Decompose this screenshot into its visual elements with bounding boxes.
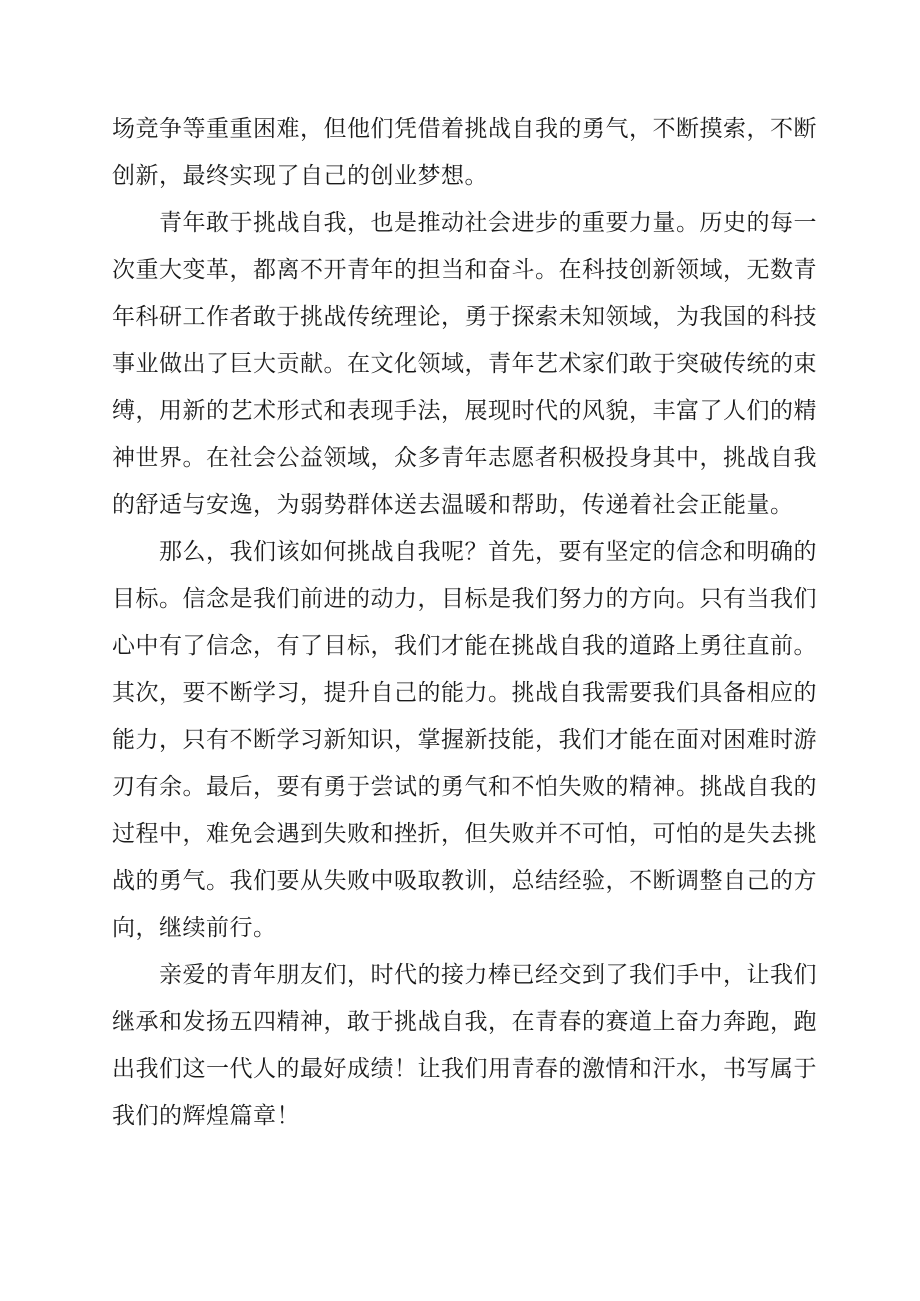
text-line: 其次，要不断学习，提升自己的能力。挑战自我需要我们具备相应的	[112, 680, 817, 706]
text-line: 缚，用新的艺术形式和表现手法，展现时代的风貌，丰富了人们的精	[112, 398, 817, 424]
text-line: 继承和发扬五四精神，敢于挑战自我，在青春的赛道上奋力奔跑，跑	[112, 1009, 817, 1035]
text-line: 心中有了信念，有了目标，我们才能在挑战自我的道路上勇往直前。	[112, 633, 817, 659]
text-line: 事业做出了巨大贡献。在文化领域，青年艺术家们敢于突破传统的束	[112, 351, 817, 377]
text-line: 神世界。在社会公益领域，众多青年志愿者积极投身其中，挑战自我	[112, 445, 817, 471]
text-line: 目标。信念是我们前进的动力，目标是我们努力的方向。只有当我们	[112, 586, 817, 612]
text-line: 次重大变革，都离不开青年的担当和奋斗。在科技创新领域，无数青	[112, 257, 817, 283]
text-line: 我们的辉煌篇章！	[112, 1103, 300, 1129]
text-line: 过程中，难免会遇到失败和挫折，但失败并不可怕，可怕的是失去挑	[112, 821, 817, 847]
text-line: 出我们这一代人的最好成绩！让我们用青春的激情和汗水，书写属于	[112, 1056, 817, 1082]
text-line: 战的勇气。我们要从失败中吸取教训，总结经验，不断调整自己的方	[112, 868, 817, 894]
paragraph-first-line: 青年敢于挑战自我，也是推动社会进步的重要力量。历史的每一	[159, 210, 817, 236]
paragraph-first-line: 亲爱的青年朋友们，时代的接力棒已经交到了我们手中，让我们	[159, 962, 817, 988]
text-line: 向，继续前行。	[112, 915, 277, 941]
text-line: 刃有余。最后，要有勇于尝试的勇气和不怕失败的精神。挑战自我的	[112, 774, 817, 800]
document-body	[112, 106, 817, 1140]
text-line: 能力，只有不断学习新知识，掌握新技能，我们才能在面对困难时游	[112, 727, 817, 753]
text-line: 场竞争等重重困难，但他们凭借着挑战自我的勇气，不断摸索，不断	[112, 116, 817, 142]
text-line: 年科研工作者敢于挑战传统理论，勇于探索未知领域，为我国的科技	[112, 304, 817, 330]
text-line: 创新，最终实现了自己的创业梦想。	[112, 163, 488, 189]
text-line: 的舒适与安逸，为弱势群体送去温暖和帮助，传递着社会正能量。	[112, 492, 794, 518]
paragraph-first-line: 那么，我们该如何挑战自我呢？首先，要有坚定的信念和明确的	[159, 539, 817, 565]
